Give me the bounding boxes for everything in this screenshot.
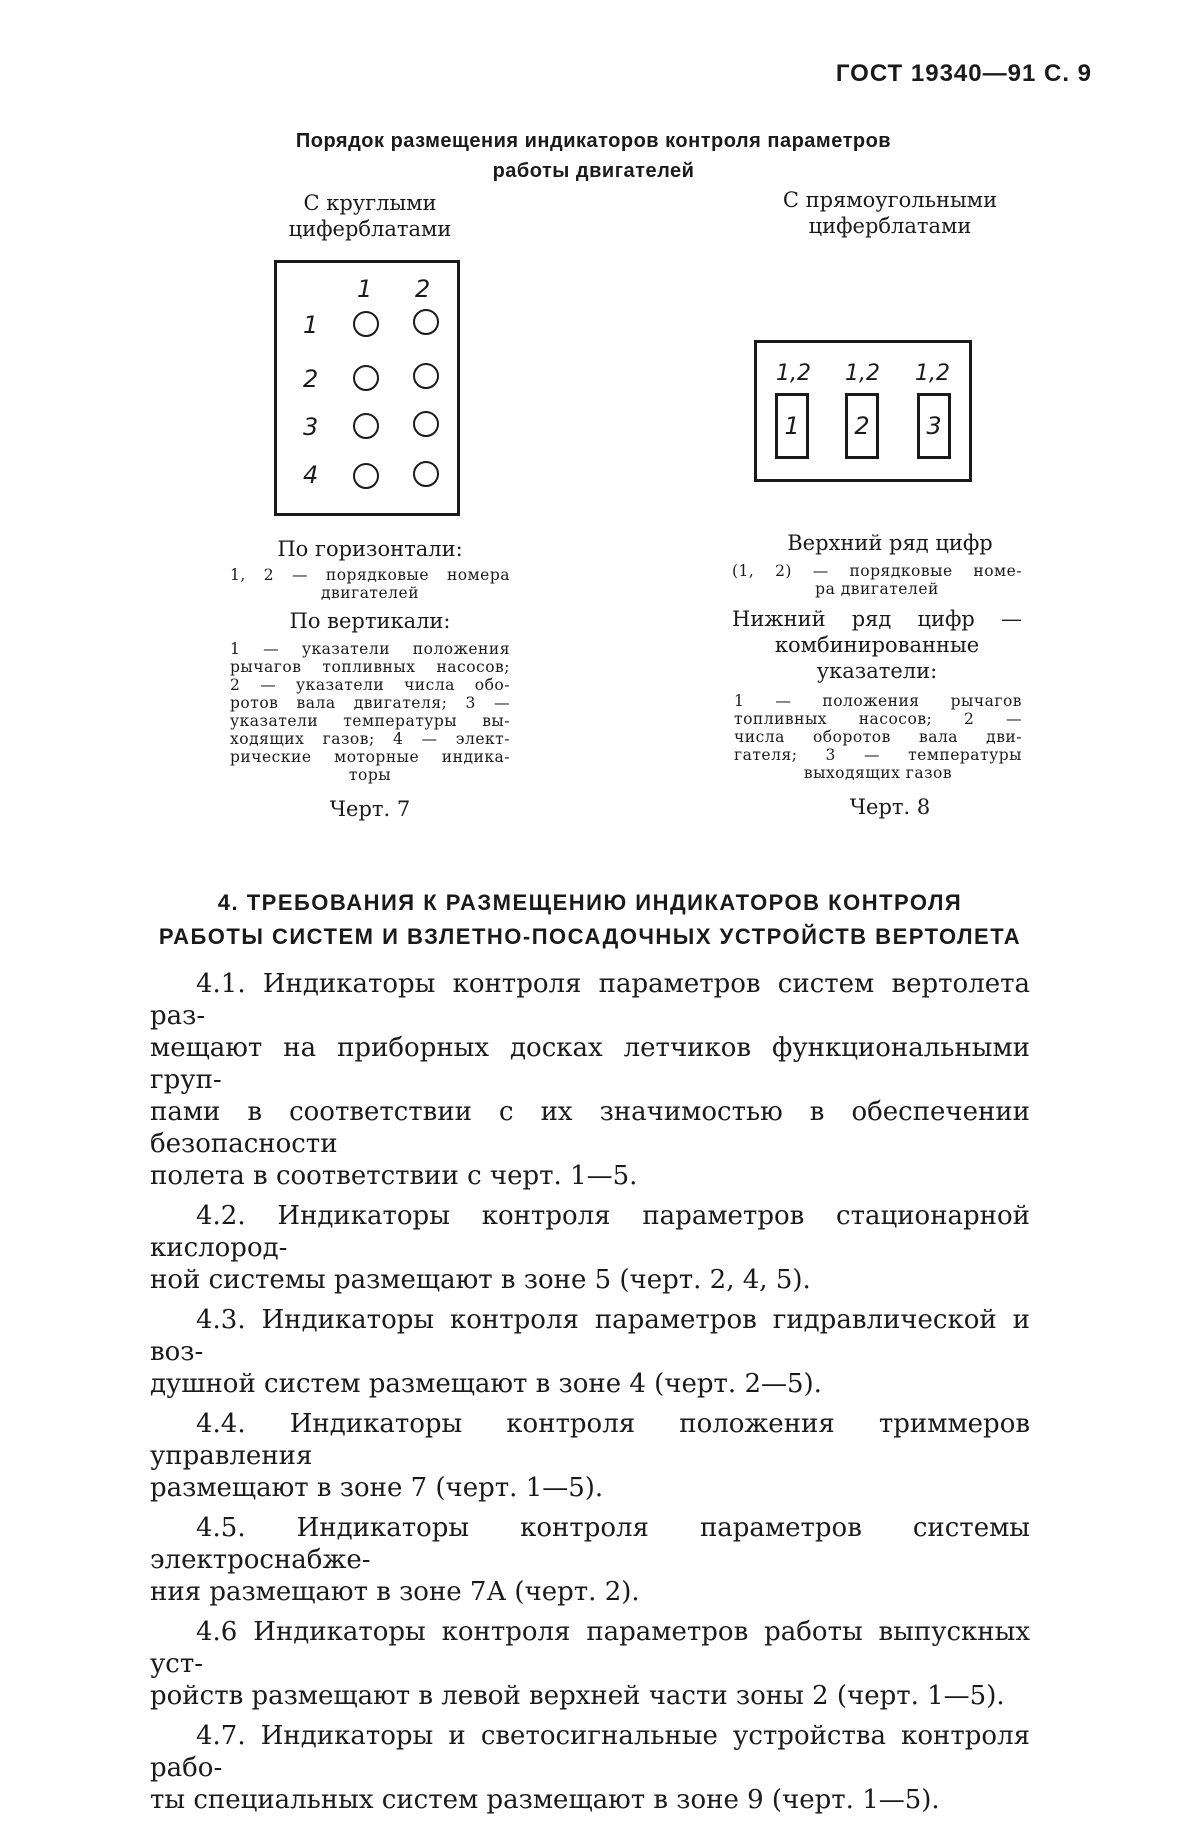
chart8-lower-line: гателя; 3 — температуры — [734, 746, 1022, 764]
chart8-upper-line: ра двигателей — [815, 580, 939, 598]
chart7-caption: Черт. 7 — [329, 797, 411, 821]
paragraph-4-3 — [150, 1304, 1030, 1400]
chart7-row-label: 4 — [303, 461, 319, 489]
round-dial-icon — [353, 463, 379, 489]
chart7-vertical-line: 2 — указатели числа обо- — [230, 676, 510, 694]
paragraph-line: 4.4. Индикаторы контроля положения триммеров управления — [150, 1409, 1030, 1471]
chart7-row-label: 3 — [303, 413, 319, 441]
rect-dial-icon — [775, 393, 809, 459]
paragraph-line: 4.2. Индикаторы контроля параметров стационарной кислород- — [150, 1201, 1030, 1263]
figures-title — [0, 126, 1187, 186]
chart7-row-label: 2 — [303, 365, 319, 393]
paragraph-line: 4.6 Индикаторы контроля параметров работы выпускных уст- — [150, 1617, 1030, 1679]
chart7-vertical-line: торы — [348, 766, 392, 784]
figures-title-line1: Порядок размещения индикаторов контроля параметров — [295, 130, 892, 152]
round-dial-icon — [353, 413, 379, 439]
rect-dial-icon — [917, 393, 951, 459]
round-dial-icon — [413, 461, 439, 487]
paragraph-line: полета в соответствии с черт. 1—5. — [150, 1161, 638, 1191]
chart7-title — [240, 190, 500, 242]
chart7-vertical-text — [230, 640, 510, 784]
paragraph-line: 4.5. Индикаторы контроля параметров системы электроснабже- — [150, 1513, 1030, 1575]
chapter-title-line1: 4. ТРЕБОВАНИЯ К РАЗМЕЩЕНИЮ ИНДИКАТОРОВ КОНТРОЛЯ — [217, 890, 963, 915]
document-code: ГОСТ 19340—91 С. 9 — [835, 60, 1092, 87]
chart7-row-label: 1 — [303, 311, 319, 339]
chart7-horizontal-line: 1, 2 — порядковые номера — [230, 566, 510, 584]
paragraph-line: ройств размещают в левой верхней части зоны 2 (черт. 1—5). — [150, 1681, 1005, 1711]
chart7-col-label: 2 — [415, 275, 431, 303]
chart8-top-label: 1,2 — [915, 361, 950, 386]
chart8-top-label: 1,2 — [776, 361, 811, 386]
chart8-upper-line: (1, 2) — порядковые номе- — [732, 562, 1022, 580]
chart8-title-line1: С прямоугольными — [782, 188, 998, 212]
chart8-lower-line: топливных насосов; 2 — — [734, 710, 1022, 728]
chart8-upper-heading: Верхний ряд цифр — [787, 531, 993, 555]
chart7-panel — [274, 260, 460, 516]
paragraph-line: ной системы размещают в зоне 5 (черт. 2, 4, 5). — [150, 1265, 811, 1295]
chart7-vertical-heading: По вертикали: — [289, 609, 451, 633]
paragraph-4-6 — [150, 1616, 1030, 1712]
chart8-indicator-label: 1 — [784, 412, 800, 440]
chart8-lower-heading-line: Нижний ряд цифр — — [732, 607, 1022, 631]
chart8-lower-text — [734, 692, 1022, 782]
chart8-lower-heading-line: комбинированные — [774, 633, 980, 657]
paragraph-line: размещают в зоне 7 (черт. 1—5). — [150, 1473, 604, 1503]
paragraph-line: пами в соответствии с их значимостью в обеспечении безопасности — [150, 1097, 1030, 1159]
paragraph-4-1 — [150, 968, 1030, 1192]
paragraph-4-4 — [150, 1408, 1030, 1504]
chart8-upper-text — [732, 562, 1022, 598]
round-dial-icon — [353, 311, 379, 337]
paragraph-4-2 — [150, 1200, 1030, 1296]
chart7-vertical-line: рычагов топливных насосов; — [230, 658, 510, 676]
chart7-horizontal-text — [230, 566, 510, 602]
chart8-lower-heading — [732, 606, 1022, 684]
paragraph-4-5 — [150, 1512, 1030, 1608]
chart7-vertical-line: рические моторные индика- — [230, 748, 510, 766]
paragraph-line: 4.1. Индикаторы контроля параметров систем вертолета раз- — [150, 969, 1030, 1031]
figures-title-line2: работы двигателей — [492, 160, 695, 182]
chapter-title-line2: РАБОТЫ СИСТЕМ И ВЗЛЕТНО-ПОСАДОЧНЫХ УСТРОЙСТВ ВЕРТОЛЕТА — [158, 924, 1022, 949]
chart7-title-line2: циферблатами — [288, 217, 452, 241]
chart8-top-label: 1,2 — [845, 361, 880, 386]
chart8-indicator-label: 2 — [854, 412, 870, 440]
chart8-lower-heading-line: указатели: — [816, 659, 938, 683]
chapter-title — [150, 886, 1030, 954]
chart7-title-line1: С круглыми — [303, 191, 437, 215]
paragraph-line: 4.3. Индикаторы контроля параметров гидравлической и воз- — [150, 1305, 1030, 1367]
chart7-horizontal-line: двигателей — [320, 584, 420, 602]
round-dial-icon — [353, 365, 379, 391]
rect-dial-icon — [845, 393, 879, 459]
round-dial-icon — [413, 363, 439, 389]
chart7-col-label: 1 — [357, 275, 373, 303]
paragraph-line: ния размещают в зоне 7А (черт. 2). — [150, 1577, 640, 1607]
paragraph-4-7 — [150, 1720, 1030, 1816]
paragraph-line: ты специальных систем размещают в зоне 9 (черт. 1—5). — [150, 1785, 940, 1815]
chart8-panel — [754, 340, 972, 482]
paragraph-line: душной систем размещают в зоне 4 (черт. 2—5). — [150, 1369, 822, 1399]
paragraph-line: 4.7. Индикаторы и светосигнальные устройства контроля рабо- — [150, 1721, 1030, 1783]
chapter-body — [150, 968, 1030, 1824]
chart7-vertical-line: ходящих газов; 4 — элект- — [230, 730, 510, 748]
round-dial-icon — [413, 309, 439, 335]
paragraph-line: мещают на приборных досках летчиков функциональными груп- — [150, 1033, 1030, 1095]
chart8-caption: Черт. 8 — [849, 795, 931, 819]
chart8-lower-line: 1 — положения рычагов — [734, 692, 1022, 710]
chart8-title — [740, 187, 1040, 239]
chart7-vertical-line: ротов вала двигателя; 3 — — [230, 694, 510, 712]
chart8-title-line2: циферблатами — [808, 214, 972, 238]
chart8-lower-line: выходящих газов — [803, 764, 953, 782]
round-dial-icon — [413, 411, 439, 437]
chart8-lower-line: числа оборотов вала дви- — [734, 728, 1022, 746]
chart7-vertical-line: указатели температуры вы- — [230, 712, 510, 730]
chart7-horizontal-heading: По горизонтали: — [277, 537, 463, 561]
chart7-vertical-line: 1 — указатели положения — [230, 640, 510, 658]
chart8-indicator-label: 3 — [926, 412, 942, 440]
